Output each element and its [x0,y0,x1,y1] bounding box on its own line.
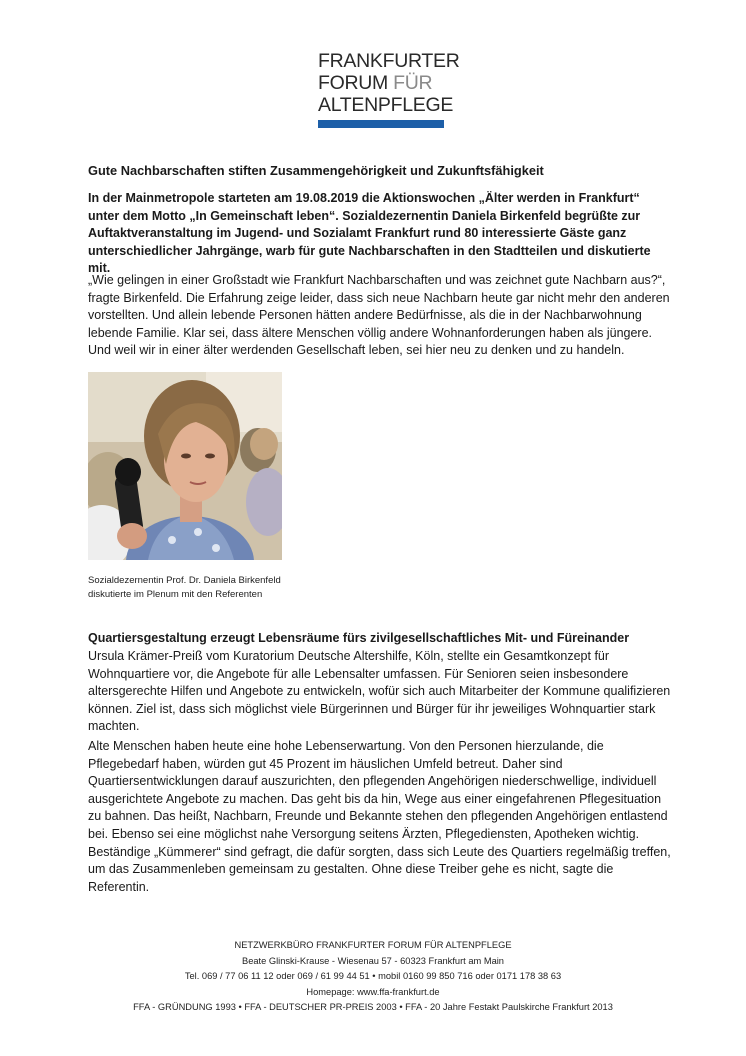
logo-line-1: FRANKFURTER [318,50,460,72]
footer-homepage: Homepage: www.ffa-frankfurt.de [306,986,440,997]
footer-address: Beate Glinski-Krause - Wiesenau 57 - 60323 Frankfurt am Main [242,955,504,966]
logo-line-2 [318,72,448,94]
logo-line-3: ALTENPFLEGE [318,94,454,116]
footer-office: NETZWERKBÜRO FRANKFURTER FORUM FÜR ALTENPFLEGE [234,940,512,950]
photo-caption [88,574,388,602]
article-lead: In der Mainmetropole starteten am 19.08.2019 die Aktionswochen „Älter werden in Frankfurt“ unter dem Motto „In Gemeinschaft leben“. Sozialdezernentin Daniela Birkenfeld begrüßte zur Auftaktveranstaltung im Jugend- und Sozialamt Frankfurt rund 80 interessierte Gäste ganz unterschiedlicher Jahrgänge, warb für gute Nachbarschaften in den Stadtteilen und diskutierte mit. [88,191,651,276]
logo-underline-bar [318,120,444,128]
article-paragraph-1: „Wie gelingen in einer Großstadt wie Frankfurt Nachbarschaften und was zeichnet gute Nachbarn aus?“, fragte Birkenfeld. Die Erfahrung zeige leider, dass sich neue Nachbarn heute gar nicht mehr den anderen vorstellten. Und allein lebende Personen hätten andere Bedürfnisse, als die in der Nachbarwohnung lebende Familie. Klar sei, dass ältere Menschen völlig andere Wohnanforderungen haben als jüngere. Und weil wir in einer älter werdenden Gesellschaft leben, sei hier neu zu denken und zu handeln. [88,273,670,358]
ffa-logo [318,50,460,128]
footer-milestones: FFA - GRÜNDUNG 1993 • FFA - DEUTSCHER PR-PREIS 2003 • FFA - 20 Jahre Festakt Paulskirche Frankfurt 2013 [133,1002,613,1013]
logo-word-fuer: FÜR [393,72,433,94]
speaker-photo [88,372,282,560]
footer-phone: Tel. 069 / 77 06 11 12 oder 069 / 61 99 44 51 • mobil 0160 99 850 716 oder 0171 178 38 63 [184,971,562,982]
page-footer [73,938,673,1016]
photo-caption-line-1: Sozialdezernentin Prof. Dr. Daniela Birkenfeld [88,575,281,586]
logo-word-forum: FORUM [318,72,394,94]
article-headline: Gute Nachbarschaften stiften Zusammengehörigkeit und Zukunftsfähigkeit [88,163,544,178]
article-paragraph-3: Alte Menschen haben heute eine hohe Lebenserwartung. Von den Personen hierzulande, die Pflegebedarf haben, würden gut 45 Prozent im häuslichen Umfeld betreut. Daher sind Quartiersentwicklungen darauf auszurichten, den pflegenden Angehörigen niederschwellige, individuell ausgerichtete Angebote zu machen. Das geht bis da hin, Wege aus einer eingefahrenen Pflegesituation zu bahnen. Das heißt, Nachbarn, Freunde und Bekannte stehen den pflegenden Angehörigen entlastend bei. Ebenso sei eine möglichst nahe Versorgung seitens Ärzten, Pflegediensten, Apotheken wichtig. Beständige „Kümmerer“ sind gefragt, die dafür sorgten, dass sich Leute des Quartiers regelmäßig treffen, um das Zusammenleben gemeinsam zu gestalten. Ohne diese Treiber gehe es nicht, sagte die Referentin. [88,739,671,894]
photo-illustration [88,372,282,560]
section-subheading: Quartiersgestaltung erzeugt Lebensräume fürs zivilgesellschaftliches Mit- und Füreinander [88,631,630,645]
photo-caption-line-2: diskutierte im Plenum mit den Referenten [88,589,263,600]
article-paragraph-2: Ursula Krämer-Preiß vom Kuratorium Deutsche Altershilfe, Köln, stellte ein Gesamtkonzept für Wohnquartiere vor, die Angebote für alle Lebensalter umfassen. Für Senioren seien insbesondere altersgerechte Hilfen und Angebote zu entwickeln, wofür sich auch Mitarbeiter der Kommune qualifizieren können. Ziel ist, dass sich möglichst viele Bürgerinnen und Bürger für ihr jeweiliges Wohnquartier stark machten. [88,649,671,734]
